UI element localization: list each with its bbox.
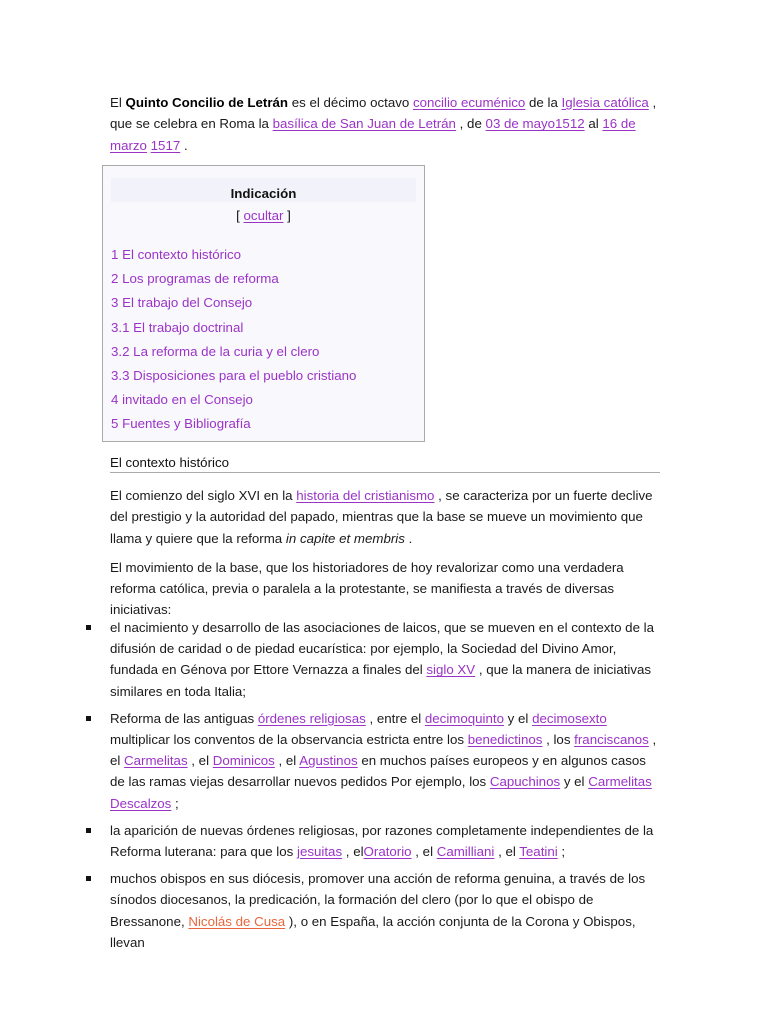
link-oratorio[interactable]: Oratorio — [363, 844, 412, 860]
link-historia-cristianismo[interactable]: historia del cristianismo — [296, 488, 435, 503]
link-iglesia-catolica[interactable]: Iglesia católica — [561, 95, 649, 110]
list-item: el nacimiento y desarrollo de las asociaciones de laicos, que se mueven en el contexto de la difusión de caridad o de piedad eucarística: por ejemplo, la Sociedad del Divino Amor, fundada en Génova por Ettore Vernazza a finales del siglo XV , que la manera de iniciativas similares en toda Italia; — [110, 617, 662, 702]
link-carmelitas[interactable]: Carmelitas — [124, 753, 188, 769]
bullet-icon — [86, 876, 91, 881]
toc-link-invitado[interactable]: 4 invitado en el Consejo — [111, 392, 253, 408]
toc-item — [111, 246, 356, 270]
link-dominicos[interactable]: Dominicos — [212, 753, 275, 769]
link-franciscanos[interactable]: franciscanos — [574, 732, 649, 748]
link-teatini[interactable]: Teatini — [519, 844, 558, 860]
link-nicolas-de-cusa[interactable]: Nicolás de Cusa — [188, 913, 286, 929]
toc-link-trabajo[interactable]: 3 El trabajo del Consejo — [111, 295, 253, 311]
toc-item — [111, 294, 356, 318]
toc-item — [111, 343, 356, 367]
section-paragraph-2: El movimiento de la base, que los historiadores de hoy revalorizar como una verdadera reforma católica, previa o paralela a la protestante, se manifiesta a través de diversas iniciativas: — [110, 559, 624, 618]
list-item: la aparición de nuevas órdenes religiosas, por razones completamente independientes de la Reforma luterana: para que los jesuitas , elOratorio , el Camilliani , el Teatini ; — [110, 820, 662, 862]
toc-item — [111, 270, 356, 294]
toc-link-doctrinal[interactable]: 3.1 El trabajo doctrinal — [111, 319, 244, 335]
toc-item — [111, 391, 356, 415]
link-ordenes-religiosas[interactable]: órdenes religiosas — [257, 710, 366, 726]
section-body — [110, 485, 660, 629]
link-siglo-xv[interactable]: siglo XV — [426, 662, 476, 678]
council-title: Quinto Concilio de Letrán — [125, 95, 289, 110]
section-paragraph-1: El comienzo del siglo XVI en la historia del cristianismo , se caracteriza por un fuerte declive del prestigio y la autoridad del papado, mientras que la base se mueve un movimiento que llama y quiere que la reforma in capite et membris . — [110, 488, 653, 546]
toc-title: Indicación — [111, 178, 416, 202]
bullet-icon — [86, 828, 91, 833]
list-item: muchos obispos en sus diócesis, promover una acción de reforma genuina, a través de los sínodos diocesanos, la predicación, la formación del clero (por lo que el obispo de Bressanone, Nicolás de Cusa ), o en España, la acción conjunta de la Corona y Obispos, llevan — [110, 868, 662, 953]
intro-text: El Quinto Concilio de Letrán es el décimo octavo concilio ecuménico de la Iglesia católica , que se celebra en Roma la basílica de San Juan de Letrán , de 03 de mayo1512 al 16 de marzo 1517 . — [110, 95, 657, 153]
list-item: Reforma de las antiguas órdenes religiosas , entre el decimoquinto y el decimosexto multiplicar los conventos de la observancia estricta entre los benedictinos , los franciscanos , el Carmelitas , el Dominicos , el Agustinos en muchos países europeos y en algunos casos de las ramas viejas desarrollar nuevos pedidos Por ejemplo, los Capuchinos y el Carmelitas Descalzos ; — [110, 708, 662, 814]
link-carmelitas-descalzos[interactable]: Carmelitas Descalzos — [110, 774, 652, 811]
intro-paragraph — [110, 92, 660, 156]
link-decimosexto[interactable]: decimosexto — [532, 710, 607, 726]
section-heading-contexto: El contexto histórico — [110, 455, 660, 473]
link-capuchinos[interactable]: Capuchinos — [489, 774, 561, 790]
link-jesuitas[interactable]: jesuitas — [297, 844, 343, 860]
link-end-date[interactable]: 16 de marzo — [110, 116, 636, 153]
link-camilliani[interactable]: Camilliani — [436, 844, 495, 860]
bullet-icon — [86, 625, 91, 630]
toc-link-programas[interactable]: 2 Los programas de reforma — [111, 271, 279, 287]
toc-item — [111, 319, 356, 343]
link-benedictinos[interactable]: benedictinos — [467, 732, 543, 748]
toc-link-fuentes[interactable]: 5 Fuentes y Bibliografía — [111, 416, 251, 432]
toc-link-curia[interactable]: 3.2 La reforma de la curia y el clero — [111, 343, 320, 359]
toc-item — [111, 415, 356, 439]
toc-list — [111, 246, 356, 440]
toc-link-disposiciones[interactable]: 3.3 Disposiciones para el pueblo cristiano — [111, 367, 357, 383]
toc-hide-control: [ ocultar ] — [236, 208, 291, 223]
link-basilica[interactable]: basílica de San Juan de Letrán — [272, 116, 456, 132]
bullet-icon — [86, 716, 91, 721]
table-of-contents — [102, 165, 425, 442]
link-year-1517[interactable]: 1517 — [150, 137, 181, 153]
toc-link-contexto[interactable]: 1 El contexto histórico — [111, 247, 242, 262]
link-start-date[interactable]: 03 de mayo1512 — [485, 116, 585, 132]
toc-item — [111, 367, 356, 391]
initiatives-list — [110, 617, 662, 959]
toc-hide-link[interactable]: ocultar — [243, 208, 284, 223]
link-agustinos[interactable]: Agustinos — [299, 753, 358, 769]
link-decimoquinto[interactable]: decimoquinto — [424, 710, 504, 726]
link-concilio-ecumenico[interactable]: concilio ecuménico — [412, 95, 526, 110]
